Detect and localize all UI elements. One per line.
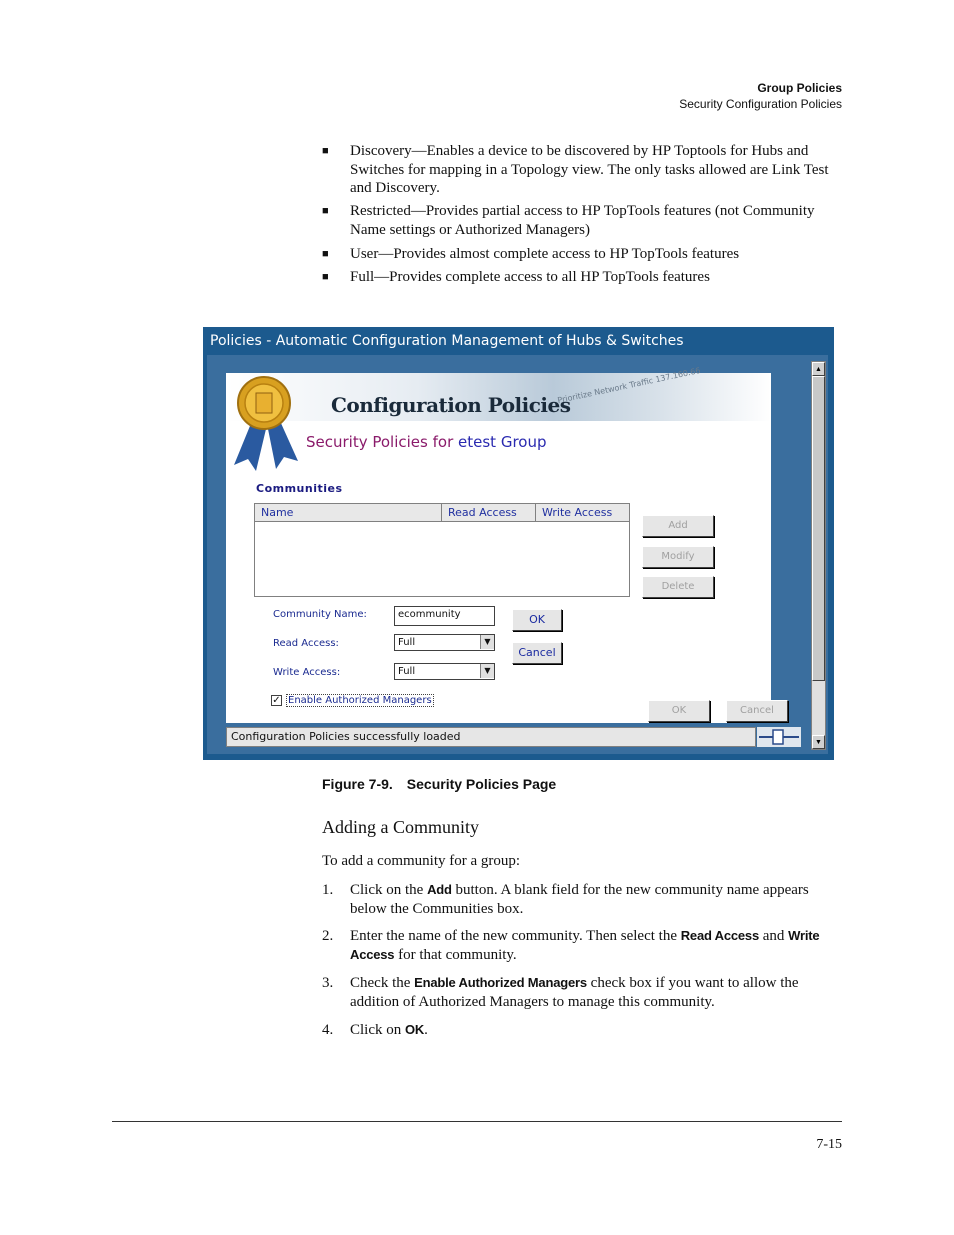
step-item bbox=[322, 881, 842, 918]
column-header-read-access[interactable]: Read Access bbox=[442, 504, 536, 522]
step-text: Click on OK. bbox=[350, 1022, 428, 1038]
write-access-label: Write Access: bbox=[273, 667, 341, 678]
step-item bbox=[322, 1021, 842, 1040]
subtitle-group-name: etest Group bbox=[458, 433, 547, 451]
security-policies-subtitle bbox=[306, 433, 547, 451]
running-header-chapter: Group Policies bbox=[757, 81, 842, 95]
status-bar bbox=[226, 727, 756, 747]
bullet-item bbox=[322, 268, 842, 287]
community-name-input[interactable]: ecommunity bbox=[394, 606, 495, 626]
write-access-select[interactable] bbox=[394, 663, 495, 680]
delete-button[interactable]: Delete bbox=[642, 576, 714, 598]
communities-table[interactable] bbox=[254, 503, 630, 597]
bullet-text: User—Provides almost complete access to HP TopTools features bbox=[350, 246, 740, 262]
ok-button[interactable]: OK bbox=[648, 700, 710, 722]
scroll-down-icon[interactable]: ▼ bbox=[812, 735, 825, 749]
banner-background-text: Prioritize Network Traffic 137.160.66 bbox=[556, 365, 702, 406]
step-number: 2. bbox=[322, 928, 334, 944]
step-number: 4. bbox=[322, 1022, 334, 1038]
bullet-marker-icon: ■ bbox=[322, 271, 329, 283]
vertical-scrollbar[interactable] bbox=[811, 361, 826, 750]
column-header-name[interactable]: Name bbox=[255, 504, 442, 522]
column-header-write-access[interactable]: Write Access bbox=[536, 504, 629, 522]
bullet-marker-icon: ■ bbox=[322, 205, 329, 217]
status-text: Configuration Policies successfully loaded bbox=[231, 730, 461, 743]
scroll-up-icon[interactable]: ▲ bbox=[812, 362, 825, 376]
subtitle-prefix: Security Policies for bbox=[306, 433, 454, 451]
step-text: Check the Enable Authorized Managers check box if you want to allow the addition of Authorized Managers to manage this community. bbox=[350, 975, 799, 1010]
window-title: Policies - Automatic Configuration Management of Hubs & Switches bbox=[210, 333, 684, 349]
bullet-marker-icon: ■ bbox=[322, 145, 329, 157]
running-header-section: Security Configuration Policies bbox=[679, 97, 842, 111]
enable-managers-label[interactable]: Enable Authorized Managers bbox=[288, 695, 432, 706]
window-client-area bbox=[207, 355, 828, 754]
community-name-label: Community Name: bbox=[273, 609, 367, 620]
scroll-thumb[interactable] bbox=[812, 376, 825, 681]
read-access-select[interactable] bbox=[394, 634, 495, 651]
enable-managers-checkbox[interactable]: ✓ bbox=[272, 695, 281, 706]
cancel-button[interactable]: Cancel bbox=[726, 700, 788, 722]
bullet-marker-icon: ■ bbox=[322, 248, 329, 260]
bullet-text: Full—Provides complete access to all HP TopTools features bbox=[350, 269, 710, 285]
intro-paragraph: To add a community for a group: bbox=[322, 853, 521, 869]
network-connection-icon bbox=[757, 727, 801, 747]
figure-number: Figure 7-9. bbox=[322, 776, 393, 792]
bullet-text: Restricted—Provides partial access to HP TopTools features (not Community Name settings or Authorized Managers) bbox=[350, 203, 815, 238]
figure-caption bbox=[322, 776, 556, 792]
cancel-small-button[interactable]: Cancel bbox=[512, 642, 562, 664]
bullet-item bbox=[322, 202, 842, 239]
add-button[interactable]: Add bbox=[642, 515, 714, 537]
step-number: 1. bbox=[322, 882, 334, 898]
bullet-item bbox=[322, 245, 842, 264]
footer-rule bbox=[112, 1121, 842, 1122]
award-ribbon-icon bbox=[230, 373, 302, 473]
read-access-label: Read Access: bbox=[273, 638, 339, 649]
step-text: Click on the Add button. A blank field for the new community name appears below the Communities box. bbox=[350, 882, 809, 917]
read-access-value: Full bbox=[398, 637, 416, 648]
config-policies-title: Configuration Policies bbox=[331, 393, 571, 417]
communities-label: Communities bbox=[256, 482, 343, 495]
policies-window-screenshot bbox=[203, 327, 834, 760]
section-heading: Adding a Community bbox=[322, 817, 479, 837]
step-number: 3. bbox=[322, 975, 334, 991]
bullet-text: Discovery—Enables a device to be discovered by HP Toptools for Hubs and Switches for mapping in a Topology view. The only tasks allowed are Link Test and Discovery. bbox=[350, 143, 829, 196]
write-access-value: Full bbox=[398, 666, 416, 677]
ok-small-button[interactable]: OK bbox=[512, 609, 562, 631]
figure-title: Security Policies Page bbox=[406, 776, 557, 792]
chevron-down-icon[interactable]: ▼ bbox=[480, 664, 494, 678]
chevron-down-icon[interactable]: ▼ bbox=[480, 635, 494, 649]
policies-panel bbox=[226, 365, 774, 723]
step-item bbox=[322, 974, 842, 1011]
page-number: 7-15 bbox=[816, 1137, 842, 1152]
step-text: Enter the name of the new community. Then select the Read Access and Write Access for that community. bbox=[350, 928, 820, 963]
step-item bbox=[322, 927, 842, 964]
modify-button[interactable]: Modify bbox=[642, 546, 714, 568]
bullet-item bbox=[322, 142, 842, 198]
